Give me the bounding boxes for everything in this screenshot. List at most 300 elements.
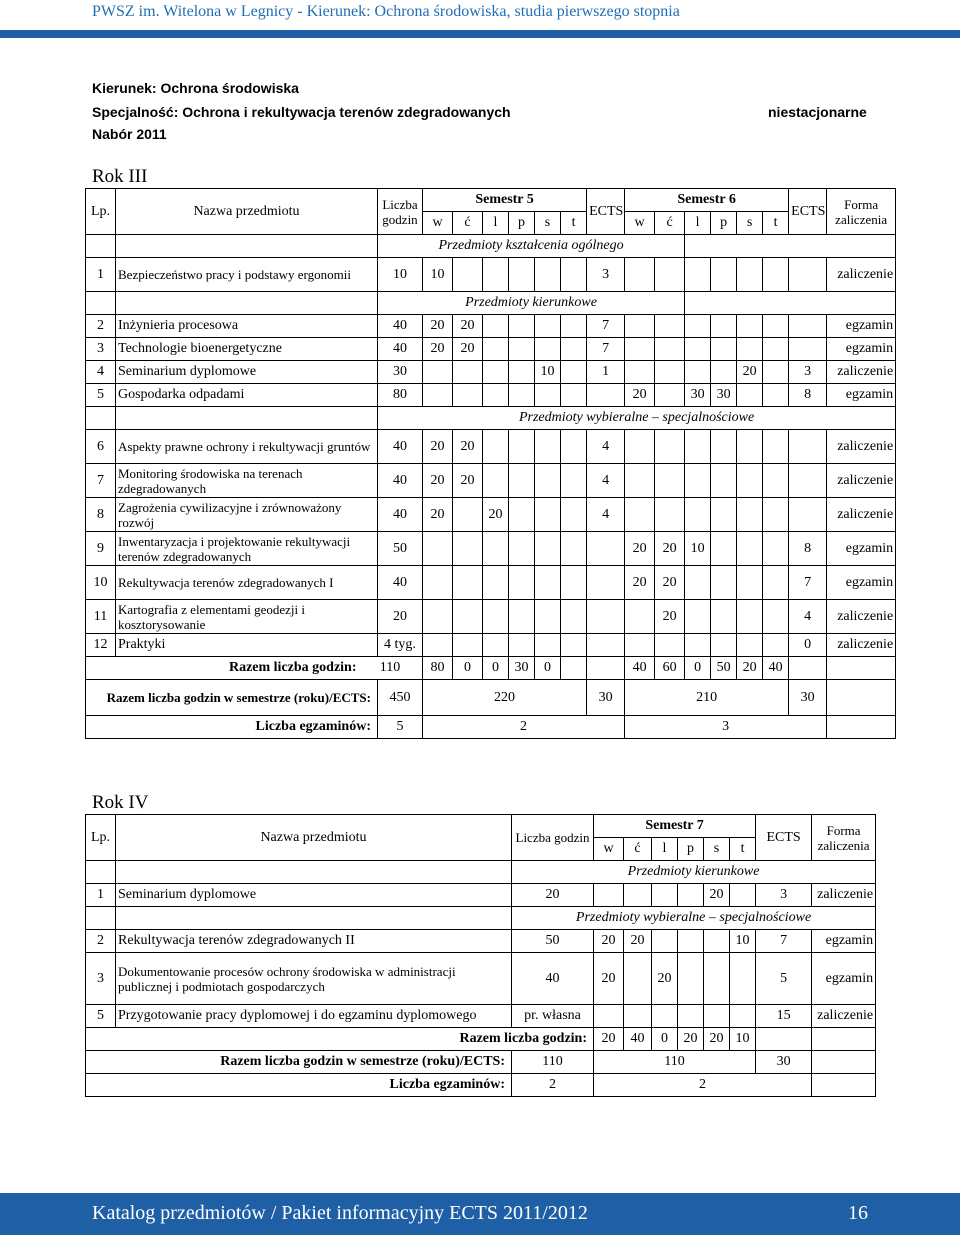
row-s6-cell (655, 498, 685, 532)
row-s7-cell: 10 (730, 930, 756, 953)
row-ects6: 7 (789, 566, 827, 600)
rok3-s5-col-head: ć (453, 212, 483, 235)
row-s5-cell (535, 384, 561, 407)
rok4-sum-l: 0 (652, 1028, 678, 1051)
row-form: zaliczenie (827, 634, 896, 657)
row-s7-cell (730, 953, 756, 1005)
row-s6-cell (685, 258, 711, 292)
rok3-group-kierunkowe: Przedmioty kierunkowe (378, 292, 685, 315)
row-s7-cell: 20 (624, 930, 652, 953)
rok3-sem-total: 450 (378, 680, 423, 716)
rok4-head-sem7: Semestr 7 (594, 815, 756, 838)
row-s5-cell (423, 384, 453, 407)
row-s7-cell (678, 953, 704, 1005)
rok4-sum-t: 10 (730, 1028, 756, 1051)
row-s5-cell: 20 (423, 498, 453, 532)
row-s5-cell (535, 430, 561, 464)
row-form: zaliczenie (812, 1005, 876, 1028)
row-s6-cell (625, 361, 655, 384)
table-row (86, 384, 896, 407)
row-s5-cell (535, 498, 561, 532)
table-row (86, 953, 876, 1005)
rok3-s6-col-head: l (685, 212, 711, 235)
row-s5-cell (423, 532, 453, 566)
row-s5-cell (453, 566, 483, 600)
row-s7-cell (652, 884, 678, 907)
row-s6-cell (737, 532, 763, 566)
row-ects5 (587, 532, 625, 566)
row-s6-cell (737, 430, 763, 464)
rok4-sem-total: 110 (512, 1051, 594, 1074)
row-s6-cell (737, 600, 763, 634)
row-ects5: 4 (587, 430, 625, 464)
field-nabor: Nabór 2011 (92, 126, 167, 142)
table-row (86, 315, 896, 338)
row-s7-cell (704, 953, 730, 1005)
rok3-head-ects5: ECTS (587, 189, 625, 235)
row-s6-cell (655, 384, 685, 407)
row-s5-cell (453, 258, 483, 292)
row-ects: 3 (756, 884, 812, 907)
row-s6-cell (737, 338, 763, 361)
row-s6-cell (625, 430, 655, 464)
rok3-s5-col-head: p (509, 212, 535, 235)
rok4-head-lp: Lp. (86, 815, 116, 861)
row-s6-cell (737, 566, 763, 600)
rok3-sum-s6-c: 60 (655, 657, 685, 680)
row-s7-cell (594, 884, 624, 907)
row-subject: Praktyki (116, 634, 378, 657)
rok4-sum-s: 20 (704, 1028, 730, 1051)
row-s5-cell: 20 (423, 430, 453, 464)
row-s5-cell (483, 361, 509, 384)
rok3-sum-s6-l: 0 (685, 657, 711, 680)
row-s6-cell (711, 338, 737, 361)
row-s5-cell: 20 (453, 430, 483, 464)
row-s6-cell: 20 (655, 532, 685, 566)
row-s6-cell (655, 315, 685, 338)
row-s5-cell: 10 (423, 258, 453, 292)
row-s6-cell (763, 258, 789, 292)
row-ects6 (789, 464, 827, 498)
row-s7-cell (678, 884, 704, 907)
row-s6-cell (711, 498, 737, 532)
row-s6-cell (711, 361, 737, 384)
row-s5-cell (509, 532, 535, 566)
row-s5-cell (509, 361, 535, 384)
row-s5-cell: 20 (423, 338, 453, 361)
row-subject: Kartografia z elementami geodezji i kosztorysowanie (116, 600, 378, 634)
row-form: egzamin (827, 532, 896, 566)
row-subject: Przygotowanie pracy dyplomowej i do egzaminu dyplomowego (116, 1005, 512, 1028)
rok3-sum-s5-s: 0 (535, 657, 561, 680)
row-s5-cell: 20 (423, 315, 453, 338)
row-s6-cell (711, 566, 737, 600)
row-hours: 30 (378, 361, 423, 384)
row-s6-cell (711, 315, 737, 338)
row-s5-cell (561, 600, 587, 634)
rok3-sum-s6-t: 40 (763, 657, 789, 680)
row-s7-cell (704, 930, 730, 953)
rok4-group-wybieralne: Przedmioty wybieralne – specjalnościowe (512, 907, 876, 930)
row-ects5: 7 (587, 315, 625, 338)
rok3-sum-s5-p: 30 (509, 657, 535, 680)
rok4-sum-w: 20 (594, 1028, 624, 1051)
row-s7-cell: 20 (594, 930, 624, 953)
row-hours: 40 (378, 498, 423, 532)
rok3-s6-col-head: s (737, 212, 763, 235)
rok4-group-kierunkowe: Przedmioty kierunkowe (512, 861, 876, 884)
row-s6-cell (737, 258, 763, 292)
row-hours: 40 (378, 315, 423, 338)
row-s5-cell (561, 315, 587, 338)
row-s5-cell (453, 384, 483, 407)
row-s5-cell (483, 384, 509, 407)
row-s6-cell: 30 (711, 384, 737, 407)
row-s5-cell (535, 315, 561, 338)
row-s5-cell (561, 634, 587, 657)
row-s7-cell (652, 1005, 678, 1028)
row-s5-cell (509, 315, 535, 338)
row-s6-cell (763, 361, 789, 384)
row-s5-cell (453, 361, 483, 384)
row-s6-cell (685, 498, 711, 532)
rok3-sem6-ects: 30 (789, 680, 827, 716)
row-lp: 8 (86, 498, 116, 532)
row-s5-cell (561, 384, 587, 407)
table-row (86, 634, 896, 657)
row-s5-cell (535, 258, 561, 292)
row-s6-cell (711, 430, 737, 464)
row-lp: 7 (86, 464, 116, 498)
row-lp: 9 (86, 532, 116, 566)
row-s7-cell (678, 1005, 704, 1028)
row-hours: 20 (512, 884, 594, 907)
row-s6-cell (737, 384, 763, 407)
row-s6-cell: 20 (655, 566, 685, 600)
table-row (86, 464, 896, 498)
row-s7-cell (652, 930, 678, 953)
rok4-table (85, 814, 876, 1097)
rok3-s6-col-head: ć (655, 212, 685, 235)
rok4-s7-col-head: s (704, 838, 730, 861)
row-s6-cell (625, 338, 655, 361)
row-s5-cell (535, 634, 561, 657)
rok4-title: Rok IV (92, 792, 149, 813)
row-form: egzamin (827, 338, 896, 361)
rok3-table (85, 188, 896, 739)
rok3-head-nazwa: Nazwa przedmiotu (116, 189, 378, 235)
rok3-s5-col-head: s (535, 212, 561, 235)
row-s7-cell (624, 884, 652, 907)
rok4-exam-label: Liczba egzaminów: (86, 1074, 512, 1097)
rok3-s6-col-head: p (711, 212, 737, 235)
row-s6-cell (655, 634, 685, 657)
row-lp: 1 (86, 258, 116, 292)
row-hours: 40 (378, 566, 423, 600)
row-hours: pr. własna (512, 1005, 594, 1028)
row-form: zaliczenie (827, 600, 896, 634)
row-s5-cell (561, 498, 587, 532)
row-s6-cell (763, 532, 789, 566)
row-s6-cell (625, 498, 655, 532)
row-s5-cell (453, 600, 483, 634)
row-subject: Gospodarka odpadami (116, 384, 378, 407)
row-lp: 6 (86, 430, 116, 464)
rok4-sum-p: 20 (678, 1028, 704, 1051)
row-s5-cell (483, 464, 509, 498)
row-s5-cell (509, 338, 535, 361)
row-subject: Seminarium dyplomowe (116, 884, 512, 907)
table-row (86, 498, 896, 532)
row-subject: Seminarium dyplomowe (116, 361, 378, 384)
row-ects5 (587, 634, 625, 657)
table-row (86, 338, 896, 361)
row-s5-cell (561, 430, 587, 464)
row-ects6 (789, 430, 827, 464)
row-lp: 3 (86, 338, 116, 361)
row-s6-cell: 20 (737, 361, 763, 384)
rok3-head-lp: Lp. (86, 189, 116, 235)
row-s5-cell (535, 532, 561, 566)
row-s5-cell (509, 600, 535, 634)
row-ects5: 4 (587, 464, 625, 498)
row-s6-cell (763, 634, 789, 657)
rok3-sum-s6-p: 50 (711, 657, 737, 680)
footer-bar (0, 1193, 960, 1235)
row-s5-cell (535, 464, 561, 498)
row-s5-cell (509, 384, 535, 407)
row-ects: 7 (756, 930, 812, 953)
row-s5-cell (561, 566, 587, 600)
row-form: egzamin (827, 566, 896, 600)
row-s5-cell (453, 634, 483, 657)
row-lp: 3 (86, 953, 116, 1005)
row-s6-cell (655, 464, 685, 498)
row-ects5: 3 (587, 258, 625, 292)
row-s5-cell (561, 532, 587, 566)
row-ects6: 8 (789, 532, 827, 566)
row-subject: Technologie bioenergetyczne (116, 338, 378, 361)
rok4-exam-total: 2 (512, 1074, 594, 1097)
table-row (86, 884, 876, 907)
row-lp: 12 (86, 634, 116, 657)
row-subject: Monitoring środowiska na terenach zdegradowanych (116, 464, 378, 498)
row-s6-cell (685, 600, 711, 634)
row-lp: 11 (86, 600, 116, 634)
row-s7-cell: 20 (652, 953, 678, 1005)
row-s6-cell (685, 338, 711, 361)
row-ects5: 1 (587, 361, 625, 384)
row-s6-cell (763, 566, 789, 600)
rok3-sem6-hours: 210 (625, 680, 789, 716)
row-s6-cell (763, 464, 789, 498)
row-s6-cell: 20 (655, 600, 685, 634)
rok4-s7-col-head: w (594, 838, 624, 861)
row-s6-cell (737, 315, 763, 338)
row-s5-cell (535, 566, 561, 600)
row-s6-cell: 10 (685, 532, 711, 566)
top-header-title: PWSZ im. Witelona w Legnicy - Kierunek: Ochrona środowiska, studia pierwszego stopnia (92, 3, 680, 20)
row-s5-cell (483, 430, 509, 464)
rok4-sem7-ects: 30 (756, 1051, 812, 1074)
top-divider (0, 30, 960, 38)
row-s5-cell: 20 (483, 498, 509, 532)
row-ects5 (587, 566, 625, 600)
rok4-head-liczba: Liczba godzin (512, 815, 594, 861)
row-s6-cell (711, 634, 737, 657)
row-subject: Bezpieczeństwo pracy i podstawy ergonomii (116, 258, 378, 292)
row-s5-cell (561, 464, 587, 498)
row-s5-cell (453, 532, 483, 566)
row-ects6: 3 (789, 361, 827, 384)
row-s5-cell (509, 634, 535, 657)
table-row (86, 361, 896, 384)
row-s6-cell (625, 634, 655, 657)
row-s6-cell (625, 258, 655, 292)
row-s5-cell (483, 258, 509, 292)
row-subject: Dokumentowanie procesów ochrony środowiska w administracji publicznej i podmiotach gospodarczych (116, 953, 512, 1005)
row-ects6: 0 (789, 634, 827, 657)
row-s5-cell (483, 315, 509, 338)
row-ects6 (789, 315, 827, 338)
row-s5-cell (561, 361, 587, 384)
row-s5-cell: 20 (453, 338, 483, 361)
rok4-s7-col-head: ć (624, 838, 652, 861)
rok3-head-sem6: Semestr 6 (625, 189, 789, 212)
row-s6-cell (625, 600, 655, 634)
rok3-sem5-hours: 220 (423, 680, 587, 716)
row-s7-cell (704, 1005, 730, 1028)
row-s5-cell (535, 338, 561, 361)
rok3-s5-col-head: t (561, 212, 587, 235)
row-lp: 1 (86, 884, 116, 907)
row-subject: Rekultywacja terenów zdegradowanych I (116, 566, 378, 600)
rok3-exam5: 2 (423, 716, 625, 739)
row-s6-cell (763, 600, 789, 634)
row-s6-cell (763, 315, 789, 338)
table-row (86, 930, 876, 953)
top-header (0, 0, 960, 28)
row-subject: Inżynieria procesowa (116, 315, 378, 338)
row-s6-cell (737, 634, 763, 657)
row-s6-cell: 20 (625, 384, 655, 407)
row-s5-cell (509, 566, 535, 600)
row-s5-cell (509, 464, 535, 498)
rok4-sum-label: Razem liczba godzin: (86, 1028, 594, 1051)
row-form: egzamin (827, 315, 896, 338)
row-ects5: 7 (587, 338, 625, 361)
rok3-sum-s6-s: 20 (737, 657, 763, 680)
row-subject: Rekultywacja terenów zdegradowanych II (116, 930, 512, 953)
row-hours: 40 (378, 338, 423, 361)
row-form: zaliczenie (827, 258, 896, 292)
row-s5-cell (423, 566, 453, 600)
row-ects: 15 (756, 1005, 812, 1028)
row-s6-cell (625, 464, 655, 498)
row-s6-cell: 20 (625, 566, 655, 600)
row-s5-cell (423, 634, 453, 657)
row-s6-cell (625, 315, 655, 338)
row-hours: 50 (512, 930, 594, 953)
row-s5-cell (509, 258, 535, 292)
row-ects6: 8 (789, 384, 827, 407)
row-s7-cell: 20 (594, 953, 624, 1005)
rok4-sem7-hours: 110 (594, 1051, 756, 1074)
rok3-head-sem5: Semestr 5 (423, 189, 587, 212)
table-row (86, 430, 896, 464)
row-ects6 (789, 498, 827, 532)
row-s6-cell (685, 634, 711, 657)
rok3-sum-s5-w: 80 (423, 657, 453, 680)
table-row (86, 532, 896, 566)
row-lp: 5 (86, 384, 116, 407)
rok4-head-forma: Forma zaliczenia (812, 815, 876, 861)
rok3-group-ogolne: Przedmioty kształcenia ogólnego (378, 235, 685, 258)
table-row (86, 600, 896, 634)
row-s7-cell (730, 1005, 756, 1028)
row-form: zaliczenie (827, 361, 896, 384)
row-lp: 5 (86, 1005, 116, 1028)
rok3-head-forma: Forma zaliczenia (827, 189, 896, 235)
rok3-sem-label: Razem liczba godzin w semestrze (roku)/ECTS: (86, 680, 378, 716)
row-s5-cell: 20 (423, 464, 453, 498)
row-s5-cell (561, 258, 587, 292)
row-hours: 4 tyg. (378, 634, 423, 657)
rok3-s6-col-head: t (763, 212, 789, 235)
row-s6-cell (763, 498, 789, 532)
rok4-sum-c: 40 (624, 1028, 652, 1051)
row-s6-cell (711, 600, 737, 634)
row-s7-cell: 20 (704, 884, 730, 907)
rok4-exam7: 2 (594, 1074, 812, 1097)
field-specjalnosc: Specjalność: Ochrona i rekultywacja terenów zdegradowanych (92, 104, 511, 120)
rok3-s5-col-head: l (483, 212, 509, 235)
row-ects5 (587, 600, 625, 634)
row-s6-cell (685, 430, 711, 464)
rok3-sum-s5-l: 0 (483, 657, 509, 680)
row-subject: Aspekty prawne ochrony i rekultywacji gruntów (116, 430, 378, 464)
table-row (86, 1005, 876, 1028)
row-s6-cell (685, 361, 711, 384)
row-s6-cell (685, 464, 711, 498)
row-ects6: 4 (789, 600, 827, 634)
row-s5-cell (561, 338, 587, 361)
table-row (86, 566, 896, 600)
rok4-sem-label: Razem liczba godzin w semestrze (roku)/ECTS: (86, 1051, 512, 1074)
row-s5-cell: 20 (453, 315, 483, 338)
row-ects5: 4 (587, 498, 625, 532)
row-form: egzamin (812, 953, 876, 1005)
row-s5-cell (423, 361, 453, 384)
row-form: egzamin (812, 930, 876, 953)
row-s5-cell (509, 498, 535, 532)
rok3-head-liczba: Liczba godzin (378, 189, 423, 235)
row-s7-cell (594, 1005, 624, 1028)
row-s6-cell (711, 532, 737, 566)
rok3-head-ects6: ECTS (789, 189, 827, 235)
row-s5-cell (483, 600, 509, 634)
rok4-s7-col-head: l (652, 838, 678, 861)
rok4-head-nazwa: Nazwa przedmiotu (116, 815, 512, 861)
row-s5-cell (535, 600, 561, 634)
row-s6-cell (737, 464, 763, 498)
row-form: zaliczenie (827, 430, 896, 464)
row-subject: Inwentaryzacja i projektowanie rekultywacji terenów zdegradowanych (116, 532, 378, 566)
rok3-s5-col-head: w (423, 212, 453, 235)
row-s7-cell (678, 930, 704, 953)
rok3-sum-s5-c: 0 (453, 657, 483, 680)
